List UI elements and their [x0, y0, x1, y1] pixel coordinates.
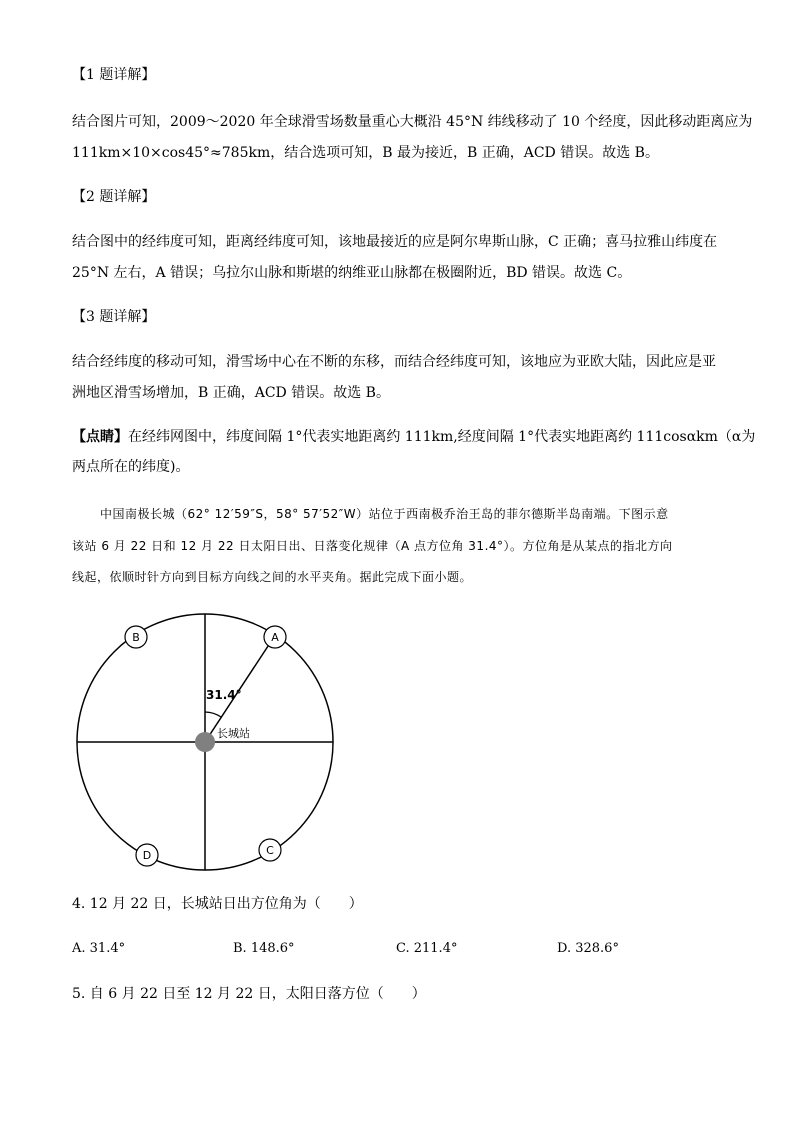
tip-label: 【点睛】 — [72, 429, 128, 445]
section1-line1: 结合图片可知，2009～2020 年全球滑雪场数量重心大概沿 45°N 纬线移动了 10 个经度，因此移动距离应为 — [72, 114, 753, 130]
intro-line3: 线起，依顺时针方向到目标方向线之间的水平夹角。据此完成下面小题。 — [72, 570, 473, 584]
point-d-label: D — [142, 849, 152, 862]
section2-line1: 结合图中的经纬度可知，距离经纬度可知，该地最接近的应是阿尔卑斯山脉，C 正确；喜马拉雅山纬度在 — [72, 234, 718, 250]
point-b-label: B — [132, 631, 140, 644]
section3-heading: 【3 题详解】 — [72, 309, 156, 325]
tip-line2: 两点所在的纬度)。 — [72, 459, 190, 475]
intro-line1: 中国南极长城（62° 12′59″S，58° 57′52″W）站位于西南极乔治王岛的菲尔德斯半岛南端。下图示意 — [100, 507, 669, 521]
point-a-label: A — [271, 631, 279, 644]
section2-line2: 25°N 左右，A 错误；乌拉尔山脉和斯堪的纳维亚山脉都在极圈附近，BD 错误。故选 C。 — [72, 265, 632, 281]
tip-text1: 在经纬网图中，纬度间隔 1°代表实地距离约 111km,经度间隔 1°代表实地距离约 111cosαkm（α为 — [128, 429, 756, 445]
section2-heading: 【2 题详解】 — [72, 189, 156, 205]
question-4-stem: 4. 12 月 22 日，长城站日出方位角为（ ） — [72, 896, 363, 912]
section1-line2: 111km×10×cos45°≈785km，结合选项可知，B 最为接近，B 正确，ACD 错误。故选 B。 — [72, 145, 659, 161]
section3-line1: 结合经纬度的移动可知，滑雪场中心在不断的东移，而结合经纬度可知，该地应为亚欧大陆，因此应是亚 — [72, 354, 716, 370]
question-4-option-c[interactable]: C. 211.4° — [396, 941, 458, 956]
question-4-option-d[interactable]: D. 328.6° — [557, 941, 619, 956]
section3-line2: 洲地区滑雪场增加，B 正确，ACD 错误。故选 B。 — [72, 385, 390, 401]
point-c-label: C — [266, 844, 274, 857]
question-5-stem: 5. 自 6 月 22 日至 12 月 22 日，太阳日落方位（ ） — [72, 986, 426, 1002]
question-4-option-b[interactable]: B. 148.6° — [233, 941, 295, 956]
angle-label: 31.4° — [206, 688, 242, 702]
intro-line2: 该站 6 月 22 日和 12 月 22 日太阳日出、日落变化规律（A 点方位角 31.4°）。方位角是从某点的指北方向 — [72, 539, 673, 553]
angle-arc — [205, 712, 221, 717]
section1-heading: 【1 题详解】 — [72, 67, 156, 83]
question-4-option-a[interactable]: A. 31.4° — [72, 941, 126, 956]
station-label: 长城站 — [217, 727, 250, 740]
sun-azimuth-diagram — [60, 600, 350, 890]
tip-line1 — [72, 428, 755, 446]
station-marker — [195, 732, 215, 752]
